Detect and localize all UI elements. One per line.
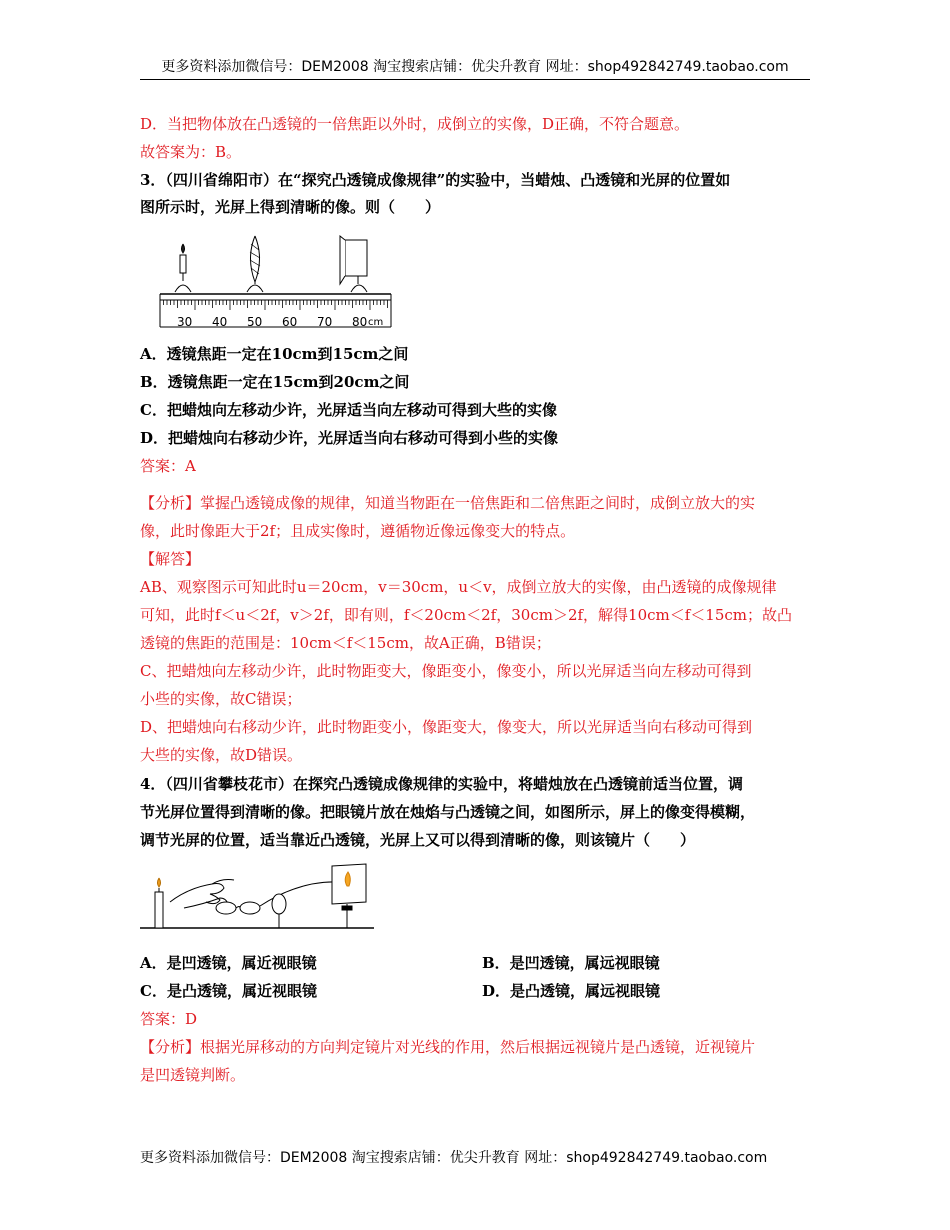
convex-lens-icon — [247, 236, 263, 292]
q3-solution-line: 小些的实像，故C错误； — [140, 690, 302, 708]
q3-stem-line-1: 3．（四川省绵阳市）在“探究凸透镜成像规律”的实验中，当蜡烛、凸透镜和光屏的位置如 — [140, 171, 731, 189]
convex-lens-icon — [272, 894, 286, 928]
candle-icon — [155, 878, 163, 928]
q3-solution-line: C、把蜡烛向左移动少许，此时物距变大，像距变小，像变小，所以光屏适当向左移动可得到 — [140, 662, 752, 680]
q3-solution-line: AB、观察图示可知此时u＝20cm，v＝30cm，u＜v，成倒立放大的实像，由凸透镜的成像规律 — [140, 578, 777, 596]
q4-option-b: B．是凹透镜，属远视眼镜 — [482, 954, 660, 972]
q4-analysis-line-1: 【分析】根据光屏移动的方向判定镜片对光线的作用，然后根据远视镜片是凸透镜，近视镜片 — [140, 1038, 756, 1056]
q3-option-c: C．把蜡烛向左移动少许，光屏适当向左移动可得到大些的实像 — [140, 401, 557, 419]
tick-label: 40 — [212, 315, 228, 329]
q3-stem-line-2: 图所示时，光屏上得到清晰的像。则（ ） — [140, 198, 441, 216]
light-screen-icon — [332, 864, 366, 928]
tick-label: 30 — [177, 315, 193, 329]
q3-solution-line: D、把蜡烛向右移动少许，此时物距变小，像距变大，像变大，所以光屏适当向右移动可得到 — [140, 718, 753, 736]
q4-analysis-line-2: 是凹透镜判断。 — [140, 1066, 246, 1084]
q4-option-c: C．是凸透镜，属近视眼镜 — [140, 982, 317, 1000]
q4-option-a: A．是凹透镜，属近视眼镜 — [140, 954, 317, 972]
q3-solution-label: 【解答】 — [140, 550, 201, 568]
q3-option-b: B．透镜焦距一定在15cm到20cm之间 — [140, 373, 410, 391]
q3-solution-line: 大些的实像，故D错误。 — [140, 746, 303, 764]
q4-answer: 答案：D — [140, 1010, 198, 1028]
page-header: 更多资料添加微信号：DEM2008 淘宝搜索店铺：优尖升教育 网址：shop492842749.taobao.com — [140, 57, 810, 80]
tick-label: 60 — [282, 315, 298, 329]
tick-label: 50 — [247, 315, 263, 329]
q4-eyeglass-experiment-figure — [140, 862, 380, 937]
q4-stem-line-3: 调节光屏的位置，适当靠近凸透镜，光屏上又可以得到清晰的像，则该镜片（ ） — [140, 831, 696, 849]
prev-option-d-explanation: D．当把物体放在凸透镜的一倍焦距以外时，成倒立的实像，D正确，不符合题意。 — [140, 115, 690, 133]
q3-answer: 答案：A — [140, 457, 196, 475]
q4-option-d: D．是凸透镜，属远视眼镜 — [482, 982, 661, 1000]
q3-option-a: A．透镜焦距一定在10cm到15cm之间 — [140, 345, 409, 363]
q3-option-d: D．把蜡烛向右移动少许，光屏适当向右移动可得到小些的实像 — [140, 429, 559, 447]
q3-analysis-line-2: 像，此时像距大于2f；且成实像时，遵循物近像远像变大的特点。 — [140, 522, 576, 540]
prev-answer: 故答案为：B。 — [140, 143, 242, 161]
candle-icon — [175, 244, 191, 292]
q4-stem-line-1: 4．（四川省攀枝花市）在探究凸透镜成像规律的实验中，将蜡烛放在凸透镜前适当位置，调 — [140, 775, 743, 793]
light-screen-icon — [340, 236, 367, 292]
tick-label: 70 — [317, 315, 333, 329]
q3-solution-line: 透镜的焦距的范围是：10cm＜f＜15cm，故A正确，B错误； — [140, 634, 551, 652]
q3-analysis-line-1: 【分析】掌握凸透镜成像的规律，知道当物距在一倍焦距和二倍焦距之间时，成倒立放大的实 — [140, 494, 756, 512]
page-footer: 更多资料添加微信号：DEM2008 淘宝搜索店铺：优尖升教育 网址：shop492842749.taobao.com — [140, 1150, 768, 1166]
q3-solution-line: 可知，此时f＜u＜2f，v＞2f，即有则，f＜20cm＜2f，30cm＞2f，解得10cm＜f＜15cm；故凸 — [140, 606, 793, 624]
q3-optical-bench-figure — [155, 230, 400, 335]
tick-label: 80 — [352, 315, 368, 329]
unit-label: cm — [368, 317, 384, 328]
q4-stem-line-2: 节光屏位置得到清晰的像。把眼镜片放在烛焰与凸透镜之间，如图所示，屏上的像变得模糊， — [140, 803, 756, 821]
